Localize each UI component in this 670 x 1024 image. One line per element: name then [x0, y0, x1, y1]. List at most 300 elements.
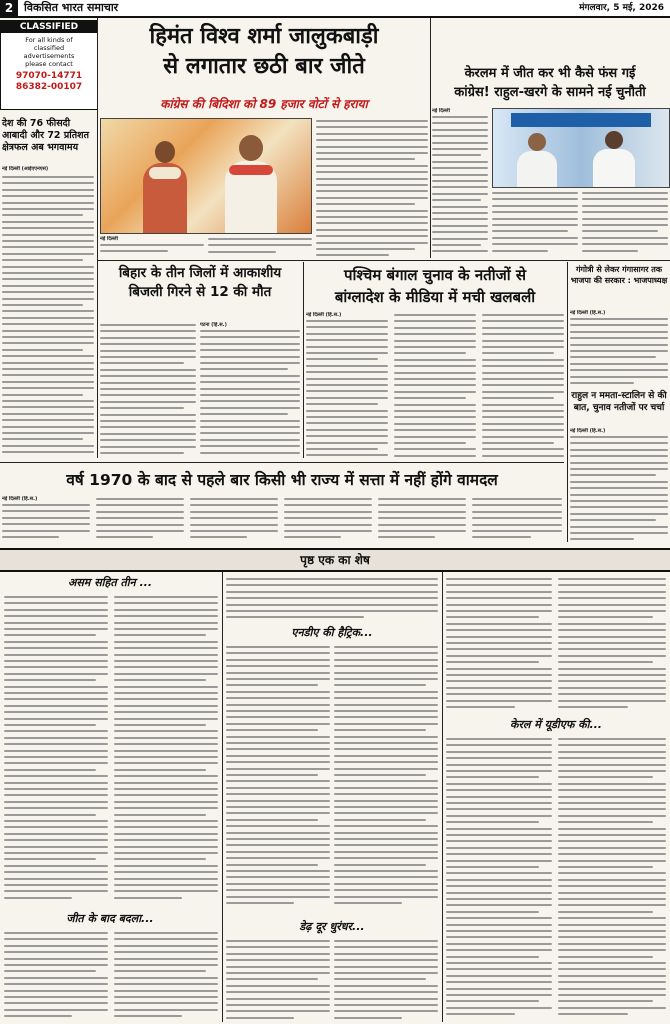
text-line — [114, 938, 218, 940]
text-line — [558, 853, 666, 855]
text-line — [226, 857, 330, 859]
text-line — [558, 885, 666, 887]
text-lines — [432, 114, 488, 254]
op-col2-body-top — [226, 576, 438, 622]
text-line — [4, 705, 108, 707]
op-col3-body-a — [446, 736, 552, 1020]
text-line — [334, 1004, 438, 1006]
text-line — [226, 780, 330, 782]
text-line — [114, 673, 218, 675]
text-line — [114, 647, 218, 649]
text-line — [558, 648, 666, 650]
text-line — [558, 623, 666, 625]
text-line — [284, 524, 372, 526]
text-line — [446, 994, 552, 996]
text-line — [4, 724, 96, 726]
text-line — [334, 851, 438, 853]
text-line — [334, 883, 438, 885]
text-line — [114, 724, 206, 726]
text-line — [482, 352, 554, 354]
text-line — [432, 186, 488, 188]
text-line — [114, 871, 218, 873]
text-line — [334, 748, 438, 750]
text-line — [114, 666, 218, 668]
text-line — [570, 449, 668, 451]
text-line — [334, 946, 438, 948]
text-line — [394, 314, 476, 316]
wide-col-1 — [2, 496, 90, 540]
text-line — [306, 416, 388, 418]
wide-col-3 — [190, 496, 278, 540]
text-line — [472, 517, 562, 519]
text-line — [100, 426, 196, 428]
column-rule — [303, 262, 304, 458]
text-line — [334, 812, 438, 814]
text-line — [226, 883, 330, 885]
text-line — [2, 330, 94, 332]
text-line — [446, 706, 515, 708]
text-line — [334, 761, 438, 763]
wide-col-2 — [96, 496, 184, 540]
lead-dateline: नई दिल्ली — [100, 236, 118, 242]
text-lines — [558, 736, 666, 1020]
text-line — [482, 455, 564, 457]
text-line — [4, 852, 108, 854]
text-line — [2, 381, 94, 383]
text-line — [558, 776, 653, 778]
text-line — [446, 616, 539, 618]
text-line — [482, 397, 554, 399]
text-line — [558, 943, 666, 945]
text-line — [558, 917, 666, 919]
text-line — [334, 672, 438, 674]
text-line — [394, 416, 476, 418]
text-line — [2, 234, 94, 236]
text-line — [492, 205, 578, 207]
text-line — [446, 949, 552, 951]
classified-box — [0, 20, 98, 110]
text-line — [582, 237, 668, 239]
banner-text — [511, 113, 651, 127]
bihar-headline: बिहार के तीन जिलों में आकाशीय बिजली गिरने से 12 की मौत — [118, 265, 282, 300]
text-line — [4, 807, 108, 809]
text-line — [582, 243, 668, 245]
text-line — [226, 946, 330, 948]
text-line — [446, 604, 552, 606]
text-line — [114, 932, 218, 934]
text-line — [2, 510, 90, 512]
text-line — [114, 788, 218, 790]
text-line — [2, 349, 83, 351]
text-line — [190, 536, 247, 538]
text-line — [482, 436, 564, 438]
text-line — [2, 253, 94, 255]
text-line — [558, 860, 666, 862]
text-line — [558, 597, 666, 599]
text-line — [114, 958, 218, 960]
text-line — [96, 511, 184, 513]
text-line — [4, 897, 72, 899]
text-line — [558, 975, 666, 977]
text-line — [4, 938, 108, 940]
text-line — [482, 340, 564, 342]
text-line — [558, 872, 666, 874]
text-line — [114, 602, 218, 604]
text-line — [284, 530, 372, 532]
text-line — [432, 154, 481, 156]
text-line — [570, 538, 634, 540]
text-line — [4, 983, 108, 985]
text-line — [96, 524, 184, 526]
text-line — [432, 148, 488, 150]
text-line — [114, 794, 218, 796]
text-line — [446, 738, 552, 740]
text-line — [2, 387, 94, 389]
text-line — [394, 429, 476, 431]
text-line — [558, 783, 666, 785]
text-line — [226, 659, 330, 661]
text-line — [190, 517, 278, 519]
issue-date: मंगलवार, 5 मई, 2026 — [579, 3, 664, 13]
text-line — [558, 700, 666, 702]
text-line — [2, 227, 94, 229]
text-line — [334, 978, 426, 980]
op-col3-title: केरल में यूडीएफ की... — [510, 718, 602, 731]
text-line — [446, 1013, 515, 1015]
text-line — [4, 1015, 72, 1017]
text-line — [394, 352, 466, 354]
text-line — [284, 498, 372, 500]
text-line — [2, 406, 94, 408]
text-line — [446, 815, 552, 817]
text-lines — [226, 938, 330, 1020]
text-line — [334, 819, 426, 821]
text-line — [226, 646, 330, 648]
text-line — [2, 304, 83, 306]
text-lines — [394, 312, 476, 458]
text-lines — [570, 316, 668, 384]
text-line — [378, 511, 466, 513]
text-line — [570, 356, 656, 358]
text-line — [446, 1007, 552, 1009]
text-line — [226, 742, 330, 744]
text-line — [100, 330, 196, 332]
text-line — [334, 1017, 402, 1019]
desh-dateline: नई दिल्ली (आईएएनएस) — [2, 166, 49, 172]
text-line — [306, 346, 388, 348]
text-line — [482, 442, 554, 444]
text-line — [482, 423, 564, 425]
ganga-headline: गंगोत्री से लेकर गंगासागर तक भाजपा की सरकार : भाजपाध्यक्ष — [570, 265, 668, 285]
text-line — [200, 368, 288, 370]
text-line — [446, 700, 552, 702]
text-line — [570, 513, 668, 515]
text-lines — [114, 594, 218, 906]
text-line — [306, 454, 388, 456]
text-line — [200, 394, 300, 396]
column-rule — [567, 262, 568, 542]
text-line — [100, 250, 168, 252]
text-line — [306, 339, 388, 341]
text-line — [334, 832, 438, 834]
section-banner — [0, 548, 670, 572]
text-line — [394, 372, 476, 374]
text-line — [306, 410, 388, 412]
text-line — [4, 775, 108, 777]
text-line — [394, 404, 476, 406]
text-line — [226, 591, 438, 593]
text-line — [226, 972, 330, 974]
text-line — [4, 782, 108, 784]
text-line — [482, 404, 564, 406]
text-line — [394, 378, 476, 380]
text-line — [482, 346, 564, 348]
text-line — [4, 634, 96, 636]
text-line — [114, 890, 218, 892]
wide-col-6 — [472, 496, 562, 540]
text-line — [558, 892, 666, 894]
text-line — [2, 413, 94, 415]
text-line — [200, 330, 300, 332]
text-line — [190, 524, 278, 526]
text-lines — [472, 496, 562, 540]
text-line — [570, 369, 668, 371]
text-line — [446, 808, 552, 810]
text-line — [446, 770, 552, 772]
text-line — [100, 369, 196, 371]
text-line — [394, 448, 476, 450]
text-line — [334, 972, 438, 974]
text-line — [114, 951, 218, 953]
text-line — [446, 623, 552, 625]
text-line — [100, 407, 184, 409]
text-line — [226, 578, 438, 580]
text-line — [482, 320, 564, 322]
text-line — [316, 126, 428, 128]
text-line — [316, 242, 428, 244]
text-line — [100, 439, 196, 441]
text-line — [114, 679, 206, 681]
text-line — [226, 978, 318, 980]
text-line — [446, 661, 539, 663]
kerala-photo — [492, 108, 670, 188]
text-line — [482, 384, 564, 386]
text-line — [432, 218, 488, 220]
text-line — [558, 636, 666, 638]
text-line — [432, 167, 488, 169]
text-line — [114, 762, 218, 764]
text-line — [558, 744, 666, 746]
text-line — [446, 885, 552, 887]
text-line — [558, 1013, 628, 1015]
text-lines — [306, 318, 388, 456]
text-line — [226, 889, 330, 891]
text-line — [432, 174, 488, 176]
text-line — [200, 439, 300, 441]
text-line — [208, 238, 312, 240]
text-line — [558, 911, 653, 913]
text-line — [558, 808, 666, 810]
text-line — [4, 750, 108, 752]
text-line — [334, 723, 438, 725]
text-line — [226, 616, 364, 618]
text-line — [4, 730, 108, 732]
text-line — [2, 374, 94, 376]
text-line — [4, 686, 108, 688]
text-line — [4, 839, 108, 841]
text-line — [334, 940, 438, 942]
text-line — [114, 801, 218, 803]
text-line — [446, 610, 552, 612]
text-line — [114, 1009, 218, 1011]
text-line — [558, 738, 666, 740]
text-line — [200, 336, 300, 338]
text-line — [316, 248, 415, 250]
text-line — [570, 532, 668, 534]
text-line — [432, 199, 481, 201]
text-line — [226, 985, 330, 987]
text-line — [200, 343, 300, 345]
text-lines — [482, 312, 564, 458]
text-line — [334, 684, 426, 686]
lead-headline: हिमंत विश्व शर्मा जालुकबाड़ी से लगातार छठी बार जीते — [149, 24, 379, 79]
text-line — [200, 375, 300, 377]
kerala-person-2 — [593, 131, 635, 187]
text-lines — [334, 938, 438, 1020]
bengal-col-a — [306, 312, 388, 458]
text-line — [4, 833, 108, 835]
text-line — [558, 680, 666, 682]
text-line — [226, 729, 318, 731]
text-line — [582, 224, 668, 226]
text-line — [114, 711, 218, 713]
text-line — [432, 180, 488, 182]
text-line — [2, 182, 94, 184]
text-line — [4, 814, 96, 816]
text-line — [394, 340, 476, 342]
text-line — [114, 622, 218, 624]
text-line — [378, 536, 435, 538]
text-line — [432, 238, 488, 240]
text-line — [208, 244, 312, 246]
text-line — [4, 622, 108, 624]
text-line — [446, 981, 552, 983]
text-line — [334, 825, 438, 827]
text-line — [100, 244, 204, 246]
text-line — [334, 716, 438, 718]
text-lines — [200, 328, 300, 456]
text-line — [558, 840, 666, 842]
text-line — [446, 648, 552, 650]
text-line — [2, 266, 94, 268]
text-line — [316, 146, 428, 148]
text-line — [2, 504, 90, 506]
text-line — [570, 324, 668, 326]
text-line — [472, 536, 531, 538]
text-line — [284, 517, 372, 519]
text-line — [570, 455, 668, 457]
text-line — [226, 787, 330, 789]
text-line — [4, 602, 108, 604]
text-line — [114, 858, 206, 860]
rahul-body — [570, 428, 668, 540]
text-line — [226, 1010, 330, 1012]
text-line — [446, 668, 552, 670]
text-line — [226, 716, 330, 718]
text-line — [306, 384, 388, 386]
text-line — [226, 768, 330, 770]
text-line — [432, 193, 488, 195]
text-line — [432, 129, 488, 131]
text-line — [2, 310, 94, 312]
text-line — [446, 687, 552, 689]
text-line — [114, 609, 218, 611]
text-line — [446, 988, 552, 990]
text-line — [226, 604, 438, 606]
page-number: 2 — [0, 0, 18, 16]
text-line — [446, 911, 539, 913]
text-line — [226, 832, 330, 834]
text-line — [378, 524, 466, 526]
text-line — [334, 646, 438, 648]
text-line — [570, 337, 668, 339]
text-line — [114, 634, 206, 636]
text-line — [558, 661, 653, 663]
text-line — [4, 641, 108, 643]
text-line — [582, 211, 668, 213]
op-col2-body-c — [226, 938, 330, 1020]
text-line — [492, 230, 568, 232]
text-line — [394, 442, 466, 444]
kerala-headline: केरलम में जीत कर भी कैसे फंस गई कांग्रेस! राहुल-खरगे के सामने नई चुनौती — [454, 66, 646, 100]
ganga-dateline: नई दिल्ली (हि.स.) — [570, 310, 606, 316]
text-line — [306, 326, 388, 328]
text-line — [2, 202, 94, 204]
text-line — [2, 362, 94, 364]
text-line — [4, 692, 108, 694]
text-line — [482, 429, 564, 431]
text-line — [334, 780, 438, 782]
text-line — [190, 511, 278, 513]
text-line — [2, 317, 94, 319]
text-line — [558, 879, 666, 881]
text-line — [334, 889, 438, 891]
text-line — [446, 744, 552, 746]
text-line — [446, 968, 552, 970]
text-line — [482, 327, 564, 329]
text-line — [334, 697, 438, 699]
text-line — [446, 847, 552, 849]
text-line — [284, 536, 341, 538]
text-line — [2, 426, 94, 428]
text-lines — [492, 190, 578, 256]
text-line — [570, 526, 668, 528]
text-line — [226, 864, 318, 866]
text-line — [100, 452, 184, 454]
text-line — [378, 517, 466, 519]
text-line — [2, 221, 94, 223]
text-line — [446, 821, 539, 823]
text-line — [114, 833, 218, 835]
text-line — [558, 591, 666, 593]
text-line — [114, 897, 182, 899]
text-line — [190, 530, 278, 532]
bihar-col-b — [200, 322, 300, 458]
text-line — [432, 142, 488, 144]
bengal-headline: पश्चिम बंगाल चुनाव के नतीजों से बांग्लादेश के मीडिया में मची खलबली — [334, 266, 536, 306]
text-line — [226, 959, 330, 961]
text-line — [492, 211, 578, 213]
